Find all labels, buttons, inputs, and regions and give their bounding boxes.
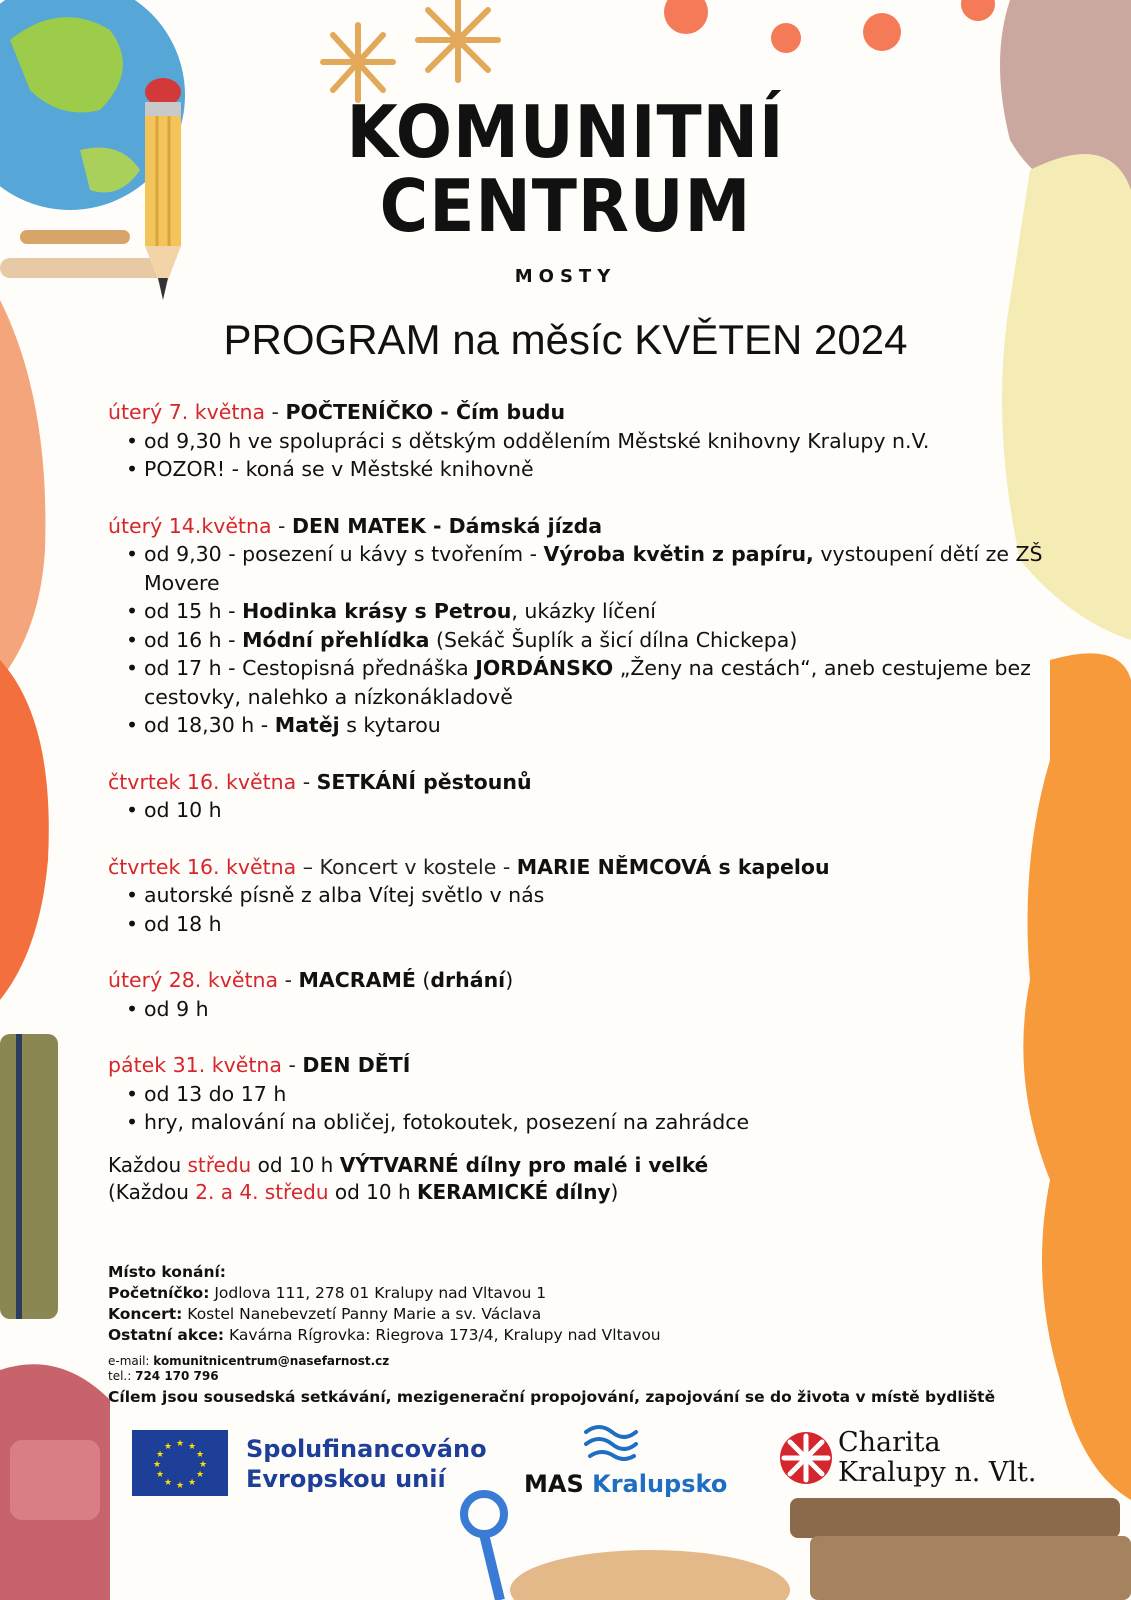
event-item [144, 711, 1068, 740]
svg-text:★: ★ [175, 1439, 185, 1449]
item-text: od 9,30 - posezení u kávy s tvořením - [144, 542, 544, 566]
tel-label: tel.: [108, 1369, 136, 1383]
svg-text:★: ★ [195, 1470, 205, 1480]
event-separator: - [296, 769, 317, 794]
venue-label: Ostatní akce: [108, 1326, 225, 1344]
event-item: • od 9 h [144, 995, 1068, 1024]
venue-info [108, 1262, 661, 1346]
event-title: DEN DĚTÍ [302, 1053, 411, 1077]
event-item: • od 9,30 h ve spolupráci s dětským oddělením Městské knihovny Kralupy n.V. [144, 427, 1068, 456]
event-item: • autorské písně z alba Vítej světlo v nás [144, 881, 1068, 910]
event-date: úterý 14.května [108, 513, 272, 538]
item-text: od 15 h - [144, 599, 243, 623]
eu-text-line-2: Evropskou unií [246, 1465, 446, 1493]
weekly-text: od 10 h [328, 1180, 418, 1204]
kralupsko-text: Kralupsko [592, 1470, 728, 1498]
charita-line-2: Kralupy n. Vlt. [838, 1457, 1037, 1488]
event-item [144, 540, 1068, 597]
tel-number[interactable]: 724 170 796 [135, 1369, 219, 1383]
venue-row [108, 1283, 661, 1304]
charita-cross-icon [778, 1430, 834, 1486]
event-date: čtvrtek 16. května [108, 769, 297, 794]
venue-row [108, 1325, 661, 1346]
eu-flag-icon [132, 1430, 228, 1496]
event-item: • od 18 h [144, 910, 1068, 939]
title-line-2: CENTRUM [379, 164, 752, 248]
goal-statement: Cílem jsou sousedská setkávání, mezigenerační propojování, zapojování se do života v místě bydliště [108, 1388, 996, 1406]
venue-value: Kostel Nanebevzetí Panny Marie a sv. Václava [182, 1305, 542, 1323]
event-2 [108, 768, 1068, 825]
charita-kralupy-logo [838, 1428, 1036, 1488]
event-separator: - [281, 1053, 303, 1077]
contact-info [108, 1354, 389, 1384]
email-link[interactable]: komunitnicentrum@nasefarnost.cz [153, 1354, 390, 1368]
item-text: od 16 h - [144, 627, 243, 652]
weekly-text: od 10 h [251, 1153, 340, 1177]
event-item: • hry, malování na obličej, fotokoutek, posezení na zahrádce [144, 1108, 1068, 1137]
decorative-orange-dots [655, 0, 1005, 60]
event-date: úterý 7. května [108, 400, 266, 424]
venue-value: Kavárna Rígrovka: Riegrova 173/4, Kralupy nad Vltavou [224, 1326, 661, 1344]
item-text: , ukázky líčení [511, 599, 657, 623]
svg-text:★: ★ [187, 1442, 197, 1452]
item-bold: JORDÁNSKO [475, 656, 614, 680]
charita-line-1: Charita [838, 1427, 941, 1458]
item-text: s kytarou [339, 713, 441, 737]
event-item: • od 13 do 17 h [144, 1080, 1068, 1109]
event-title-extra: ) [505, 968, 514, 992]
weekly-day: středu [187, 1153, 252, 1177]
event-item [144, 626, 1068, 655]
email-row [108, 1354, 389, 1369]
svg-text:★: ★ [163, 1478, 173, 1488]
item-bold: Matěj [274, 713, 340, 737]
weekly-title: KERAMICKÉ dílny [417, 1180, 611, 1204]
svg-text:★: ★ [155, 1450, 165, 1460]
venue-row [108, 1304, 661, 1325]
event-title-extra: ( [415, 968, 431, 992]
venue-value: Jodlova 111, 278 01 Kralupy nad Vltavou 1 [209, 1284, 547, 1302]
event-item [144, 654, 1068, 711]
svg-text:★: ★ [195, 1450, 205, 1460]
item-bold: Výroba květin z papíru, [543, 542, 814, 566]
title-line-1: KOMUNITNÍ [346, 90, 785, 174]
weekly-text: (Každou [108, 1180, 196, 1204]
item-text: od 18,30 h - [144, 713, 275, 737]
program-title: PROGRAM na měsíc KVĚTEN 2024 [223, 316, 908, 363]
weekly-line-2 [108, 1179, 1008, 1206]
event-date: pátek 31. května [108, 1053, 282, 1077]
event-4 [108, 966, 1068, 1023]
item-text: (Sekáč Šuplík a šicí dílna Chickepa) [429, 627, 798, 652]
eu-text-line-1: Spolufinancováno [246, 1435, 487, 1463]
item-text: vystoupení dětí ze ZŠ Movere [144, 542, 1043, 595]
weekly-title: VÝTVARNÉ dílny pro malé i velké [339, 1153, 709, 1177]
decorative-left-watercolor [0, 300, 60, 1000]
venue-label: Početníčko: [108, 1284, 210, 1302]
mas-kralupsko-logo [524, 1470, 727, 1498]
event-title: SETKÁNÍ pěstounů [316, 769, 532, 794]
sponsor-logos [0, 1427, 1131, 1510]
item-text: od 17 h - Cestopisná přednáška [144, 656, 476, 680]
item-text: „Ženy na cestách“, aneb cestujeme bez cestovky, nalehko a nízkonákladově [144, 656, 1031, 709]
event-0 [108, 398, 1068, 484]
events-list [108, 398, 1068, 1165]
weekly-line-1 [108, 1152, 1008, 1179]
venue-label: Koncert: [108, 1305, 183, 1323]
event-separator: - [271, 513, 292, 538]
event-title: MACRAMÉ [298, 968, 416, 992]
event-title: MARIE NĚMCOVÁ s kapelou [516, 854, 830, 879]
email-label: e-mail: [108, 1354, 154, 1368]
weekly-workshops [108, 1152, 1008, 1206]
event-1 [108, 512, 1068, 740]
svg-text:★: ★ [187, 1478, 197, 1488]
svg-text:★: ★ [155, 1470, 165, 1480]
svg-text:★: ★ [152, 1460, 162, 1470]
weekly-text: Každou [108, 1153, 188, 1177]
event-title: POČTENÍČKO - Čím budu [285, 400, 566, 424]
event-separator: - [278, 968, 299, 992]
svg-text:★: ★ [175, 1481, 185, 1491]
event-item [144, 597, 1068, 626]
event-item: • POZOR! - koná se v Městské knihovně [144, 455, 1068, 484]
event-item: • od 10 h [144, 796, 1068, 825]
item-bold: Hodinka krásy s Petrou [242, 599, 512, 623]
event-date: čtvrtek 16. května [108, 854, 297, 879]
event-title: DEN MATEK - Dámská jízda [291, 513, 603, 538]
decorative-book-left [0, 1034, 60, 1324]
event-5 [108, 1051, 1068, 1137]
event-3 [108, 853, 1068, 939]
weekly-text: ) [610, 1180, 619, 1204]
svg-text:★: ★ [198, 1460, 208, 1470]
mas-text: MAS [524, 1470, 593, 1498]
event-title-extra-bold: drhání [430, 968, 506, 992]
venue-heading: Místo konání: [108, 1263, 226, 1281]
svg-text:★: ★ [163, 1442, 173, 1452]
subtitle: MOSTY [514, 266, 617, 287]
weekly-day: 2. a 4. středu [195, 1180, 329, 1204]
event-separator: - [265, 400, 286, 424]
tel-row [108, 1369, 389, 1384]
eu-cofunded-text [246, 1434, 487, 1494]
item-bold: Módní přehlídka [242, 627, 430, 652]
event-separator: – Koncert v kostele - [296, 854, 517, 879]
event-date: úterý 28. května [108, 968, 279, 992]
